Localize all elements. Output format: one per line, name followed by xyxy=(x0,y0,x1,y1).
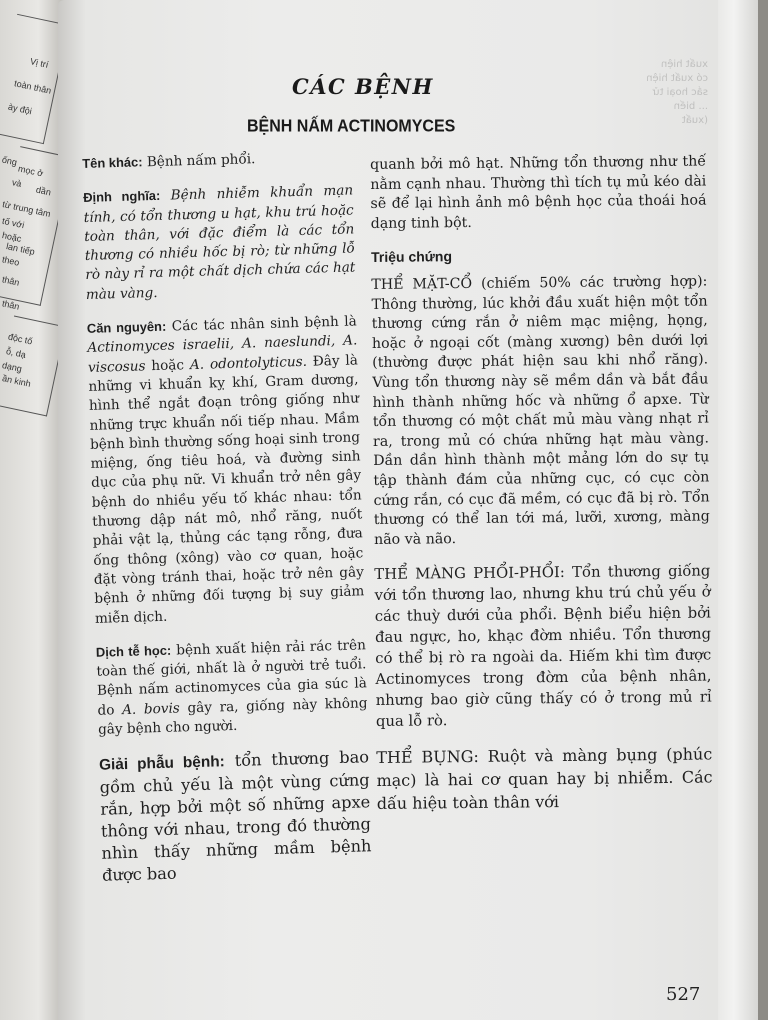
symptoms-heading: Triệu chứng xyxy=(370,248,453,266)
face-neck-text: (chiếm 50% các trường hợp): Thông thường, lúc khởi đầu xuất hiện một tổn thương cứng rắn ở niêm mạc miệng, họng, hoặc ở ngoại cốt (màng xương) bên dưới lợi (thường được phát hiện sau khi nhổ răng). Vùng tổn thương này sẽ mềm dần và bắt đầu hình thành những hốc và những ổ apxe. Từ tổn thương có một chất mủ màu vàng nhạt rỉ ra, trong mủ có chứa những hạt màu vàng. Dần dần hình thành một mảng lớn do sự tụ tập thành đám của những cục, có cục còn cứng rắn, có cục đã mềm, có cục đã bị rò. Tổn thương có thể lan tới má, lưỡi, xương, màng não và não. xyxy=(371,273,710,548)
previous-page-text: ần kinh xyxy=(1,373,32,389)
epidemiology-text: gây ra, giống này không gây bệnh cho người. xyxy=(97,694,368,738)
previous-page-text: Vị trí xyxy=(29,56,50,70)
pathology-paragraph xyxy=(99,747,373,887)
pleuro-pulmonary-text: Tổn thương giống với tổn thương lao, nhưng khu trú chủ yếu ở các thuỳ dưới của phổi. Bệnh biểu hiện bởi đau ngực, ho, khạc đờm nhiều. Tổn thương có thể bị rò ra ngoài da. Hiếm khi tìm được Actinomyces trong đờm của bệnh nhân, nhưng bao giờ cũng thấy có ở trong mủ rỉ qua lỗ rò. xyxy=(374,562,712,731)
species-names: Actinomyces israelii, A. naeslundi, A. viscosus xyxy=(87,332,358,376)
pathology-label: Giải phẫu bệnh: xyxy=(98,753,226,775)
other-name-label: Tên khác: xyxy=(82,154,143,171)
cause-text: Các tác nhân sinh bệnh là xyxy=(171,313,358,335)
cause-text: hoặc xyxy=(151,356,185,374)
definition-paragraph xyxy=(83,181,356,305)
other-name-text: Bệnh nấm phổi. xyxy=(146,151,256,171)
previous-page-text: ống xyxy=(1,154,18,168)
cause-text: Đây là những vi khuẩn kỵ khí, Gram dương, hình thể ngắt đoạn trông giống như những trực khuẩn nối tiếp nhau. Mầm bệnh bình thường sống hoại sinh trong miệng, ống tiêu hoá, và đường sinh dục của phụ nữ. Vi khuẩn trở nên gây bệnh do nhiều yếu tố khác nhau: tổn thương dập nát mô, nhổ răng, nuốt phải vật lạ, thủng các tạng rỗng, đưa ống thông (xông) vào cơ quan, hoặc đặt vòng tránh thai, hoặc trở nên gây bệnh ở những đối tượng bị suy giảm miễn dịch. xyxy=(88,352,365,627)
previous-page-text: lan tiếp xyxy=(5,241,36,257)
epidemiology-text: bệnh xuất hiện rải rác trên toàn thế giới, nhất là ở người trẻ tuổi. Bệnh nấm actinomyces của gia súc là do xyxy=(96,637,368,719)
previous-page-text: và xyxy=(11,177,23,189)
continuation-paragraph: quanh bởi mô hạt. Những tổn thương như thế nằm cạnh nhau. Thường thì tích tụ mủ kéo dài sẽ để lại hình ảnh mô bệnh học của thoái hoá dạng tinh bột. xyxy=(370,153,707,232)
previous-page-text: theo xyxy=(1,254,21,268)
cause-paragraph xyxy=(87,311,366,628)
page-number: 527 xyxy=(666,984,701,1005)
definition-text: Bệnh nhiễm khuẩn mạn tính, có tổn thương u hạt, khu trú hoặc toàn thân, với đặc điểm là các tổn thương có nhiều hốc bị rò; từ những lỗ rò này rỉ ra một chất dịch chứa các hạt màu vàng. xyxy=(83,182,356,303)
previous-page-text: ày đội xyxy=(7,101,33,117)
left-column xyxy=(82,146,373,901)
previous-page-text: dần xyxy=(35,184,52,198)
previous-page-text: mọc ở xyxy=(17,163,45,179)
bleed-line: sắc hoại tử xyxy=(653,87,708,98)
epidemiology-paragraph xyxy=(96,635,369,740)
previous-page-text: toàn thân xyxy=(13,78,53,96)
previous-page-text: hoặc xyxy=(1,230,23,244)
pathology-text: tổn thương bao gồm chủ yếu là một vùng cứng rắn, hợp bởi một số những apxe thông với nhau, trong đó thường nhìn thấy những mầm bệnh được bao xyxy=(99,747,372,886)
definition-label: Định nghĩa: xyxy=(83,188,161,206)
abdominal-paragraph xyxy=(376,743,713,816)
abdominal-label: THỂ BỤNG: xyxy=(376,747,479,768)
bleed-line: ... biến xyxy=(673,101,708,112)
article-title: BỆNH NẤM ACTINOMYCES xyxy=(247,117,456,136)
previous-page-text: thân xyxy=(1,274,21,288)
bleed-line: (xuất xyxy=(681,115,708,126)
cause-label: Căn nguyên: xyxy=(86,318,167,337)
previous-page-text: thân xyxy=(1,298,21,312)
abdominal-text: Ruột và màng bụng (phúc mạc) là hai cơ quan hay bị nhiễm. Các dấu hiệu toàn thân với xyxy=(376,744,713,814)
species-names: A. bovis xyxy=(121,700,181,718)
previous-page-text: ỗ, dạ xyxy=(5,346,27,360)
face-neck-paragraph xyxy=(371,272,710,550)
epidemiology-label: Dịch tễ học: xyxy=(95,642,172,660)
species-names: A. odontolyticus. xyxy=(189,353,308,373)
previous-page-text: tố với xyxy=(1,215,26,231)
pleuro-pulmonary-label: THỂ MÀNG PHỔI-PHỔI: xyxy=(374,564,565,584)
right-column xyxy=(370,152,713,829)
previous-page-text: từ trung tâm xyxy=(1,199,52,219)
chapter-heading: CÁC BỆNH xyxy=(292,74,434,99)
bleed-line: có xuất hiện xyxy=(646,73,708,84)
previous-page-text: dạng xyxy=(1,360,23,374)
previous-page-text: độc tố xyxy=(7,331,34,347)
pleuro-pulmonary-paragraph xyxy=(374,561,712,733)
other-name-paragraph xyxy=(82,146,352,174)
bleed-line: xuất hiện xyxy=(660,59,708,70)
face-neck-label: THỂ MẶT-CỔ xyxy=(371,275,473,293)
